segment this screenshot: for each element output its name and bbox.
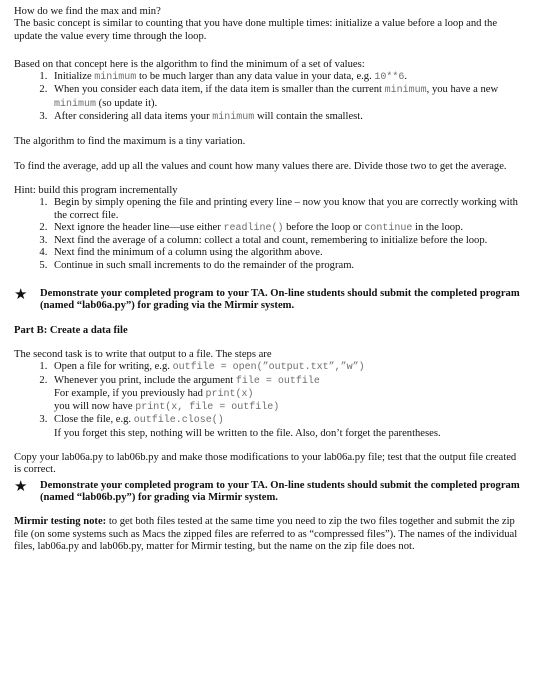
submit-callout-b: [14, 476, 524, 505]
list-item: 1. Open a file for writing, e.g. outfile = open(”output.txt”,”w”): [50, 361, 524, 374]
list-item: 2. Whenever you print, include the argument file = outfile For example, if you previously had print(x) you will now have print(x, file = outfile): [50, 375, 524, 415]
list-item: 1. Initialize minimum to be much larger than any data value in your data, e.g. 10**6.: [50, 71, 524, 84]
list-item: 1. Begin by simply opening the file and printing every line – now you know that you are correctly working with the correct file.: [50, 197, 524, 222]
list-item: 5. Continue in such small increments to do the remainder of the program.: [50, 260, 524, 272]
mirmir-label: Mirmir testing note:: [14, 516, 107, 528]
hint-list: [14, 197, 524, 272]
part-b-steps: [14, 361, 524, 440]
part-b-lead: The second task is to write that output to a file. The steps are: [14, 348, 272, 360]
min-algorithm-lead: Based on that concept here is the algorithm to find the minimum of a set of values:: [14, 58, 365, 70]
code-print-old: print(x): [205, 388, 254, 400]
code-continue: continue: [364, 222, 413, 234]
list-item: 2. When you consider each data item, if the data item is smaller than the current minimum, you have a new minimum (so update it).: [50, 84, 524, 111]
code-close: outfile.close(): [133, 415, 224, 427]
code-print-new: print(x, file = outfile): [135, 402, 280, 414]
intro-question: How do we find the max and min?: [14, 6, 161, 17]
list-item: 4. Next find the minimum of a column using the algorithm above.: [50, 247, 524, 259]
intro-text: The basic concept is similar to counting that you have done multiple times: initialize a value before a loop and the update the value every time through the loop.: [14, 18, 498, 42]
hint-lead: Hint: build this program incrementally: [14, 184, 178, 196]
max-note: The algorithm to find the maximum is a tiny variation.: [14, 136, 246, 148]
part-b-heading: Part B: Create a data file: [14, 324, 128, 336]
code-value: 10**6: [374, 72, 405, 84]
code-minimum: minimum: [94, 72, 137, 84]
submit-callout-a: [14, 285, 524, 313]
code-minimum: minimum: [384, 85, 427, 97]
code-minimum: minimum: [212, 112, 255, 124]
list-item: 3. Close the file, e.g. outfile.close() If you forget this step, nothing will be written to the file. Also, don’t forget the parentheses.: [50, 414, 524, 440]
list-item: 3. Next find the average of a column: collect a total and count, remembering to initialize before the loop.: [50, 235, 524, 247]
mirmir-note: Mirmir testing note: to get both files tested at the same time you need to zip the two files together and submit the zip file (on some systems such as Macs the zipped files are referred to as “compressed files”). The names of the individual files, lab06a.py and lab06b.py, matter for Mirmir testing, but the name on the zip file does not.: [14, 516, 518, 552]
code-file-arg: file = outfile: [235, 375, 320, 387]
code-open: outfile = open(”output.txt”,”w”): [172, 362, 365, 374]
copy-note: Copy your lab06a.py to lab06b.py and make those modifications to your lab06a.py file; test that the output file created is correct.: [14, 452, 517, 476]
star-icon: ★: [14, 476, 28, 495]
min-algorithm-list: [14, 71, 524, 124]
list-item: 2. Next ignore the header line—use either readline() before the loop or continue in the loop.: [50, 222, 524, 235]
average-note: To find the average, add up all the values and count how many values there are. Divide those two to get the average.: [14, 160, 507, 172]
code-minimum: minimum: [54, 98, 97, 110]
submit-text-b: Demonstrate your completed program to your TA. On-line students should submit the completed program (named “lab06b.py”) for grading via Mirmir system.: [40, 479, 520, 503]
star-icon: ★: [14, 285, 28, 304]
submit-text-a: Demonstrate your completed program to your TA. On-line students should submit the completed program (named “lab06a.py”) for grading via the Mirmir system.: [40, 288, 520, 312]
list-item: 3. After considering all data items your minimum will contain the smallest.: [50, 111, 524, 124]
code-readline: readline(): [223, 222, 284, 234]
